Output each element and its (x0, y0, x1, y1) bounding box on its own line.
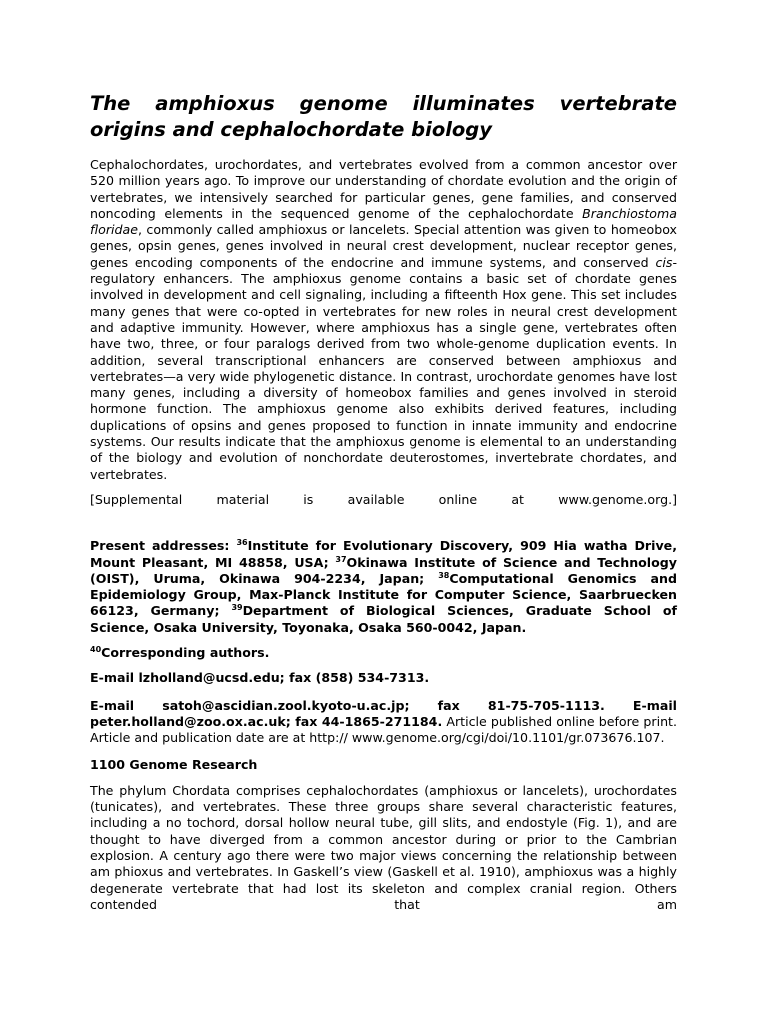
abstract (90, 157, 677, 483)
article-page (90, 91, 677, 913)
journal-line: 1100 Genome Research (90, 756, 258, 772)
footnote-39: 39 (231, 603, 243, 613)
address-39: Department of Biological Sciences, Graduate School of Science, Osaka University, Toyonaka, Osaka 560-0042, Japan. (90, 603, 677, 635)
email-lzholland: E-mail lzholland@ucsd.edu; fax (858) 534-7313. (90, 670, 430, 686)
footnote-36: 36 (236, 538, 248, 548)
email-satoh-holland: E-mail satoh@ascidian.zool.kyoto-u.ac.jp; fax 81-75-705-1113. E-mail peter.holland@zoo.ox.ac.uk; fax 44-1865-271184. (90, 697, 677, 729)
supplemental-note: [Supplemental material is available online at www.genome.org.] (90, 491, 677, 507)
cis-term: cis (655, 254, 673, 270)
footnote-38: 38 (438, 570, 450, 580)
publication-note: Article published online before print. Article and publication date are at http:// www.genome.org/cgi/doi/10.1101/gr.073676.107. (90, 713, 677, 746)
corresponding-text: Corresponding authors. (101, 645, 270, 661)
footnote-37: 37 (335, 554, 347, 564)
article-title: The amphioxus genome illuminates vertebrate origins and cephalochordate biology (90, 92, 677, 141)
address-36: Institute for Evolutionary Discovery, 909 Hia watha Drive, Mount Pleasant, MI 48858, USA; (90, 538, 677, 570)
footnote-40: 40 (90, 644, 102, 654)
address-38: Computational Genomics and Epidemiology Group, Max-Planck Institute for Computer Science, Saarbruecken 66123, Germany; (90, 570, 678, 619)
addresses-label: Present addresses: (90, 538, 237, 554)
address-37: Okinawa Institute of Science and Technology (OIST), Uruma, Okinawa 904-2234, Japan; (90, 554, 677, 586)
abstract-text-2: , commonly called amphioxus or lancelets. Special attention was given to homeobox genes, opsin genes, genes involved in neural crest development, nuclear receptor genes, genes encoding components of the endocrine and immune systems, and conserved (90, 222, 677, 270)
email-contacts (90, 698, 677, 747)
body-paragraph: The phylum Chordata comprises cephalochordates (amphioxus or lancelets), urochordates (tunicates), and vertebrates. These three groups share several characteristic features, including a no tochord, dorsal hollow neural tube, gill slits, and endostyle (Fig. 1), and are thought to have diverged from a common ancestor during or prior to the Cambrian explosion. A century ago there were two major views concerning the relationship between am phioxus and vertebrates. In Gaskell’s view (Gaskell et al. 1910), amphioxus was a highly degenerate vertebrate that had lost its skeleton and complex cranial region. Others contended that am (90, 782, 677, 912)
species-name: Branchiostoma floridae (90, 205, 677, 238)
abstract-text-1: Cephalochordates, urochordates, and vertebrates evolved from a common ancestor over 520 million years ago. To improve our understanding of chordate evolution and the origin of vertebrates, we intensively searched for particular genes, gene families, and conserved noncoding elements in the sequenced genome of the cephalochordate (90, 157, 677, 221)
present-addresses (90, 538, 677, 636)
corresponding-authors (90, 645, 677, 661)
abstract-text-3: -regulatory enhancers. The amphioxus genome contains a basic set of chordate genes involved in development and cell signaling, including a fifteenth Hox gene. This set includes many genes that were co-opted in vertebrates for new roles in neural crest development and adaptive immunity. However, where amphioxus has a single gene, vertebrates often have two, three, or four paralogs derived from two whole-genome duplication events. In addition, several transcriptional enhancers are conserved between amphioxus and vertebrates—a very wide phylogenetic distance. In contrast, urochordate genomes have lost many genes, including a diversity of homeobox families and genes involved in steroid hormone function. The amphioxus genome also exhibits derived features, including duplications of opsins and genes proposed to function in innate immunity and endocrine systems. Our results indicate that the amphioxus genome is elemental to an understanding of the biology and evolution of nonchordate deuterostomes, invertebrate chordates, and vertebrates. (90, 254, 677, 482)
